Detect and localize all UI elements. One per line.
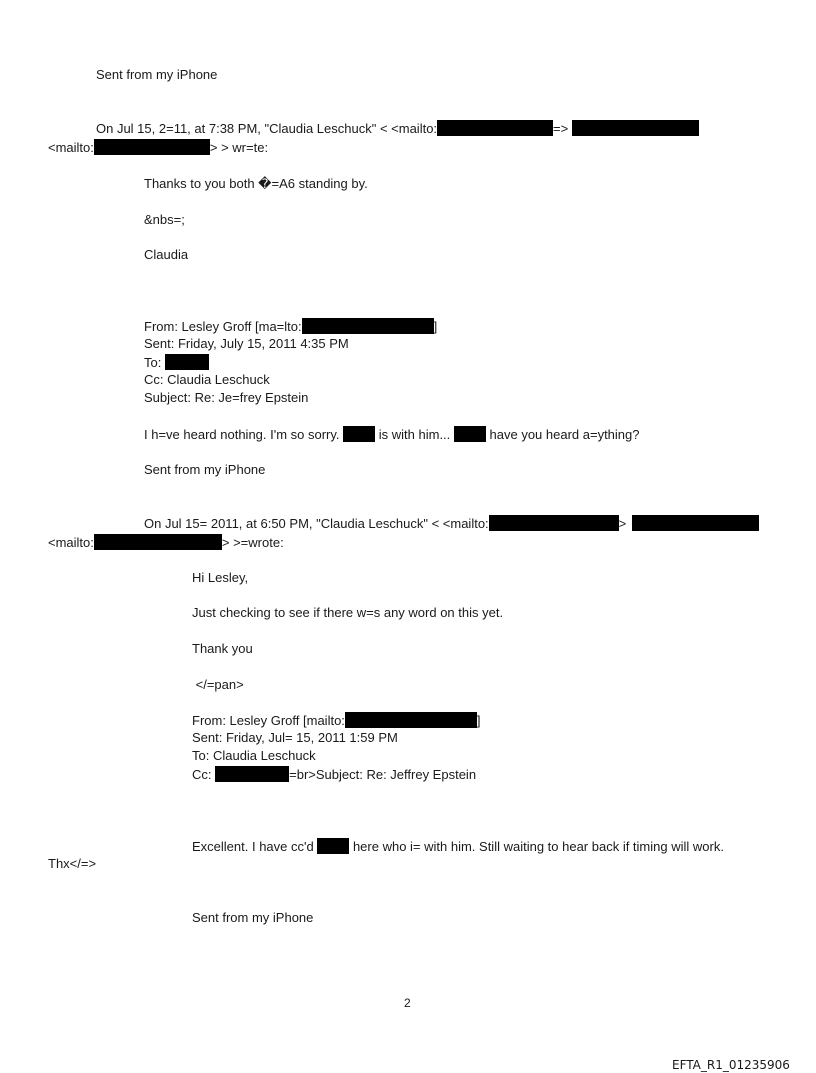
header-from [192, 712, 481, 729]
redaction-box [94, 139, 210, 155]
header-from [144, 318, 437, 335]
body-line [192, 838, 724, 855]
body-text: is with him... [375, 427, 454, 442]
redaction-box [302, 318, 434, 334]
header-text: From: Lesley Groff [mailto: [192, 713, 345, 728]
quote-header-line [144, 515, 759, 532]
quote-header-text: On Jul 15= 2011, at 6:50 PM, "Claudia Leschuck" < <mailto: [144, 516, 489, 531]
quote-header-text: <mailto: [48, 535, 94, 550]
quote-header-text: On Jul 15, 2=11, at 7:38 PM, "Claudia Leschuck" < <mailto: [96, 121, 438, 136]
redaction-box [345, 712, 477, 728]
header-text: From: Lesley Groff [ma=lto: [144, 319, 302, 334]
body-line: Thanks to you both �=A6 standing by. [144, 176, 368, 191]
body-line: Thank you [192, 641, 253, 656]
body-text: have you heard a=ything? [485, 427, 640, 442]
quote-header-line [96, 120, 699, 137]
body-line: Claudia [144, 247, 189, 262]
body-text: I h=ve heard nothing. I'm so sorry. [144, 427, 344, 442]
redaction-box [215, 766, 289, 782]
header-sent: Sent: Friday, Jul= 15, 2011 1:59 PM [192, 730, 398, 745]
quote-header-line [48, 139, 268, 156]
body-text: Excellent. I have cc'd [192, 839, 318, 854]
header-sent: Sent: Friday, July 15, 2011 4:35 PM [144, 336, 349, 351]
redaction-box [317, 838, 349, 854]
header-to [144, 354, 209, 371]
quote-header-text: => [553, 121, 569, 136]
header-cc: Cc: Claudia Leschuck [144, 372, 270, 387]
body-line [144, 426, 640, 443]
header-text: To: [144, 355, 165, 370]
redaction-box [165, 354, 209, 370]
body-text: here who i= with him. Still waiting to hear back if timing will work. [349, 839, 724, 854]
redaction-box [343, 426, 375, 442]
header-text: ] [476, 713, 481, 728]
header-text: =br>Subject: Re: Jeffrey Epstein [289, 767, 477, 782]
quote-header-line [48, 534, 284, 551]
header-text: ] [433, 319, 438, 334]
redaction-box [437, 120, 553, 136]
redaction-box [632, 515, 759, 531]
quote-header-text: > > wr=te: [209, 140, 269, 155]
document-id: EFTA_R1_01235906 [672, 1058, 790, 1072]
header-subject: Subject: Re: Je=frey Epstein [144, 390, 309, 405]
body-line: </=pan> [192, 677, 244, 692]
header-cc [192, 766, 476, 783]
redaction-box [94, 534, 222, 550]
body-line: &nbs=; [144, 212, 185, 227]
body-line: Just checking to see if there w=s any word on this yet. [192, 605, 504, 620]
redaction-box [454, 426, 486, 442]
page-number: 2 [404, 996, 411, 1010]
quote-header-text: > >=wrote: [221, 535, 284, 550]
quote-header-text: > [618, 516, 627, 531]
signature-line: Sent from my iPhone [192, 910, 314, 925]
body-line: Hi Lesley, [192, 570, 249, 585]
body-line: Thx</=> [48, 856, 97, 871]
header-to: To: Claudia Leschuck [192, 748, 316, 763]
quote-header-text: <mailto: [48, 140, 94, 155]
redaction-box [572, 120, 699, 136]
header-text: Cc: [192, 767, 216, 782]
signature-line: Sent from my iPhone [96, 67, 218, 82]
signature-line: Sent from my iPhone [144, 462, 266, 477]
redaction-box [489, 515, 619, 531]
